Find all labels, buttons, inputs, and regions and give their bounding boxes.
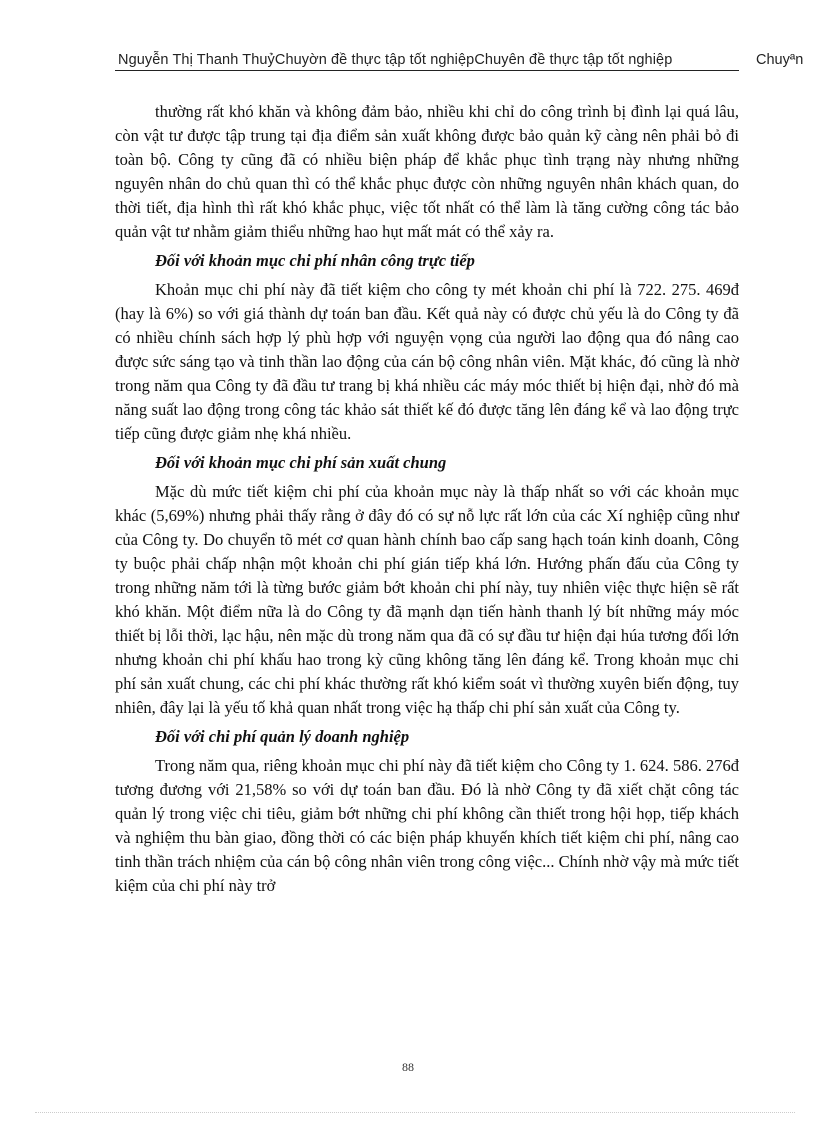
header-title-overflow: Chuyªn (756, 52, 804, 68)
page-number: 88 (402, 1060, 414, 1074)
section-heading-direct-labor: Đối với khoản mục chi phí nhân công trực tiếp (155, 251, 475, 270)
paragraph-admin: Trong năm qua, riêng khoản mục chi phí này đã tiết kiệm cho Công ty 1. 624. 586. 276đ tương đương với 21,58% so với dự toán ban đầu. Đó là nhờ Công ty đã xiết chặt công tác quản lý trong việc chi tiêu, giảm bớt những chi phí không cần thiết trong hội họp, tiếp khách và nghiệm thu bàn giao, đồng thời có các biện pháp khuyến khích tiết kiệm chi phí, nâng cao tinh thần trách nhiệm của cán bộ công nhân viên trong công việc... Chính nhờ vậy mà mức tiết kiệm của chi phí này trở (115, 756, 739, 895)
header-title: Nguyễn Thị Thanh ThuỷChuyờn đề thực tập tốt nghiệpChuyên đề thực tập tốt nghiệp (118, 52, 673, 68)
page-header (118, 50, 816, 72)
page-bottom-border (35, 1112, 795, 1113)
header-rule (115, 70, 739, 71)
paragraph-direct-labor: Khoản mục chi phí này đã tiết kiệm cho công ty mét khoản chi phí là 722. 275. 469đ (hay là 6%) so với giá thành dự toán ban đầu. Kết quả này có được chủ yếu là do Công ty đã có nhiều chính sách hợp lý phù hợp với nguyện vọng của người lao động qua đó nâng cao được sức sáng tạo và tinh thần lao động của cán bộ công nhân viên. Mặt khác, đó cũng là nhờ trong năm qua Công ty đã đầu tư trang bị khá nhiều các máy móc thiết bị hiện đại, nhờ đó mà năng suất lao động trong công tác khảo sát thiết kế đó được tăng lên đáng kể và lao động trực tiếp cũng được giảm nhẹ khá nhiều. (115, 280, 739, 443)
paragraph-overhead: Mặc dù mức tiết kiệm chi phí của khoản mục này là thấp nhất so với các khoản mục khác (5,69%) nhưng phải thấy rằng ở đây đó có sự nỗ lực rất lớn của các Xí nghiệp cũng như của Công ty. Do chuyển tõ mét cơ quan hành chính bao cấp sang hạch toán kinh doanh, Công ty buộc phải chấp nhận một khoản chi phí gián tiếp khá lớn. Hướng phấn đấu của Công ty trong những năm tới là từng bước giảm bớt khoản chi phí này, tuy nhiên việc thực hiện sẽ rất khó khăn. Một điểm nữa là do Công ty đã mạnh dạn tiến hành thanh lý bít những máy móc thiết bị lỗi thời, lạc hậu, nên mặc dù trong năm qua đã có sự đầu tư hiện đại húa tương đối lớn nhưng khoản chi phí khấu hao trong kỳ cũng không tăng lên đáng kể. Trong khoản mục chi phí sản xuất chung, các chi phí khác thường rất khó kiểm soát vì thường xuyên biến động, tuy nhiên, đây lại là yếu tố khả quan nhất trong việc hạ thấp chi phí sản xuất của Công ty. (115, 482, 739, 717)
paragraph-continued: thường rất khó khăn và không đảm bảo, nhiều khi chỉ do công trình bị đình lại quá lâu, còn vật tư được tập trung tại địa điểm sản xuất không được bảo quản kỹ càng nên phải bỏ đi toàn bộ. Công ty cũng đã có nhiều biện pháp để khắc phục tình trạng này nhưng những nguyên nhân do chủ quan thì có thể khắc phục được còn những nguyên nhân khách quan, do thời tiết, địa hình thì rất khó khắc phục, việc tốt nhất có thể làm là tăng cường công tác bảo quản vật tư nhằm giảm thiểu những hao hụt mất mát có thể xảy ra. (115, 102, 739, 241)
section-heading-admin: Đối với chi phí quản lý doanh nghiệp (155, 727, 410, 746)
document-body (115, 100, 739, 898)
section-heading-overhead: Đối với khoản mục chi phí sản xuất chung (155, 453, 447, 472)
